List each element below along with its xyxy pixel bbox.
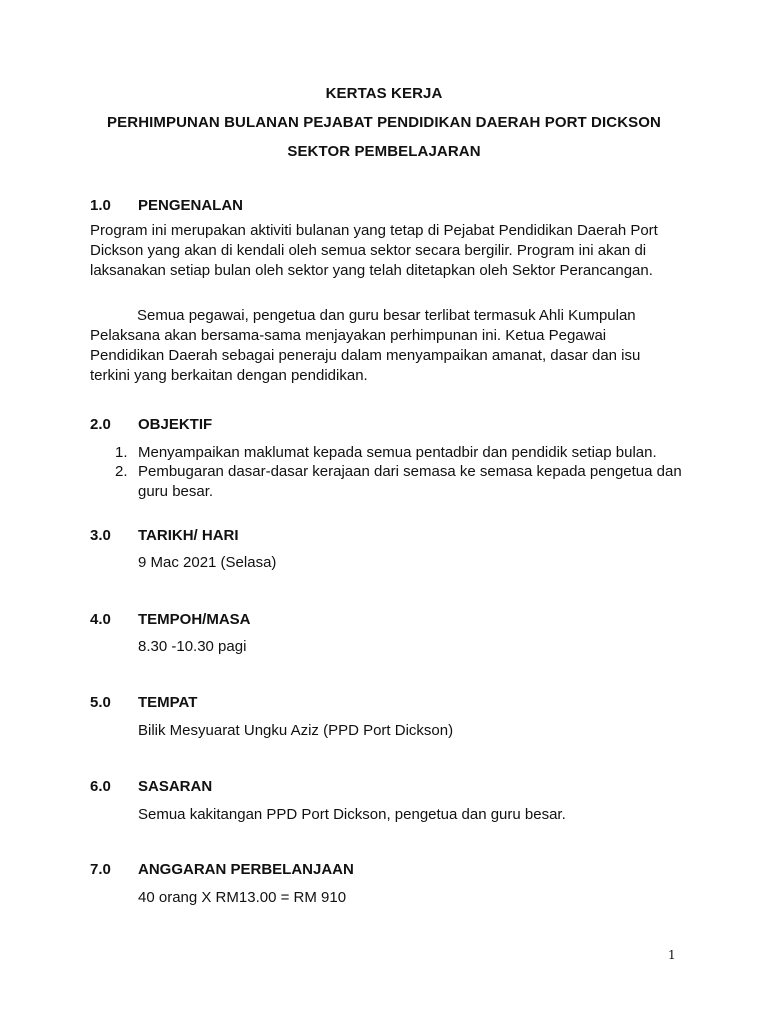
document-subtitle: PERHIMPUNAN BULANAN PEJABAT PENDIDIKAN DAERAH PORT DICKSON [107,114,661,131]
section-title: PENGENALAN [138,197,244,214]
section-3-heading [90,527,239,544]
list-marker: 2. [115,463,128,480]
page-number: 1 [668,948,676,962]
objective-item-1 [115,443,690,463]
section-number: 7.0 [90,861,111,878]
section-5-value: Bilik Mesyuarat Ungku Aziz (PPD Port Dickson) [138,722,454,739]
section-2-heading [90,416,212,433]
section-4-value: 8.30 -10.30 pagi [138,638,247,655]
section-title: TEMPOH/MASA [138,611,251,628]
section-7-value: 40 orang X RM13.00 = RM 910 [138,889,347,906]
section-6-heading [90,778,212,795]
section-number: 3.0 [90,527,111,544]
section-4-heading [90,611,251,628]
section-number: 5.0 [90,694,111,711]
section-title: OBJEKTIF [138,416,213,433]
list-item-text: Pembugaran dasar-dasar kerajaan dari semasa ke semasa kepada pengetua dan guru besar. [138,463,682,500]
section-7-heading [90,861,354,878]
section-number: 4.0 [90,611,111,628]
section-5-heading [90,694,197,711]
section-number: 1.0 [90,197,111,214]
section-1-paragraph-2: Semua pegawai, pengetua dan guru besar terlibat termasuk Ahli Kumpulan Pelaksana akan bersama-sama menjayakan perhimpunan ini. Ketua Pegawai Pendidikan Daerah sebagai peneraju dalam menyampaikan amanat, dasar dan isu terkini yang berkaitan dengan pendidikan. [90,307,641,384]
section-3-value: 9 Mac 2021 (Selasa) [138,554,277,571]
section-title: TEMPAT [138,694,198,711]
section-1-paragraph-1: Program ini merupakan aktiviti bulanan yang tetap di Pejabat Pendidikan Daerah Port Dickson yang akan di kendali oleh semua sektor secara bergilir. Program ini akan di laksanakan setiap bulan oleh sektor yang telah ditetapkan oleh Sektor Perancangan. [90,222,658,279]
document-title: KERTAS KERJA [325,85,443,102]
document-sector: SEKTOR PEMBELAJARAN [287,143,481,160]
section-title: TARIKH/ HARI [138,527,239,544]
section-number: 6.0 [90,778,111,795]
section-1-heading [90,197,243,214]
objective-item-2 [115,462,690,502]
section-number: 2.0 [90,416,111,433]
section-title: ANGGARAN PERBELANJAAN [138,861,354,878]
list-marker: 1. [115,444,128,461]
section-6-value: Semua kakitangan PPD Port Dickson, pengetua dan guru besar. [138,806,566,823]
list-item-text: Menyampaikan maklumat kepada semua pentadbir dan pendidik setiap bulan. [138,444,657,461]
section-title: SASARAN [138,778,213,795]
